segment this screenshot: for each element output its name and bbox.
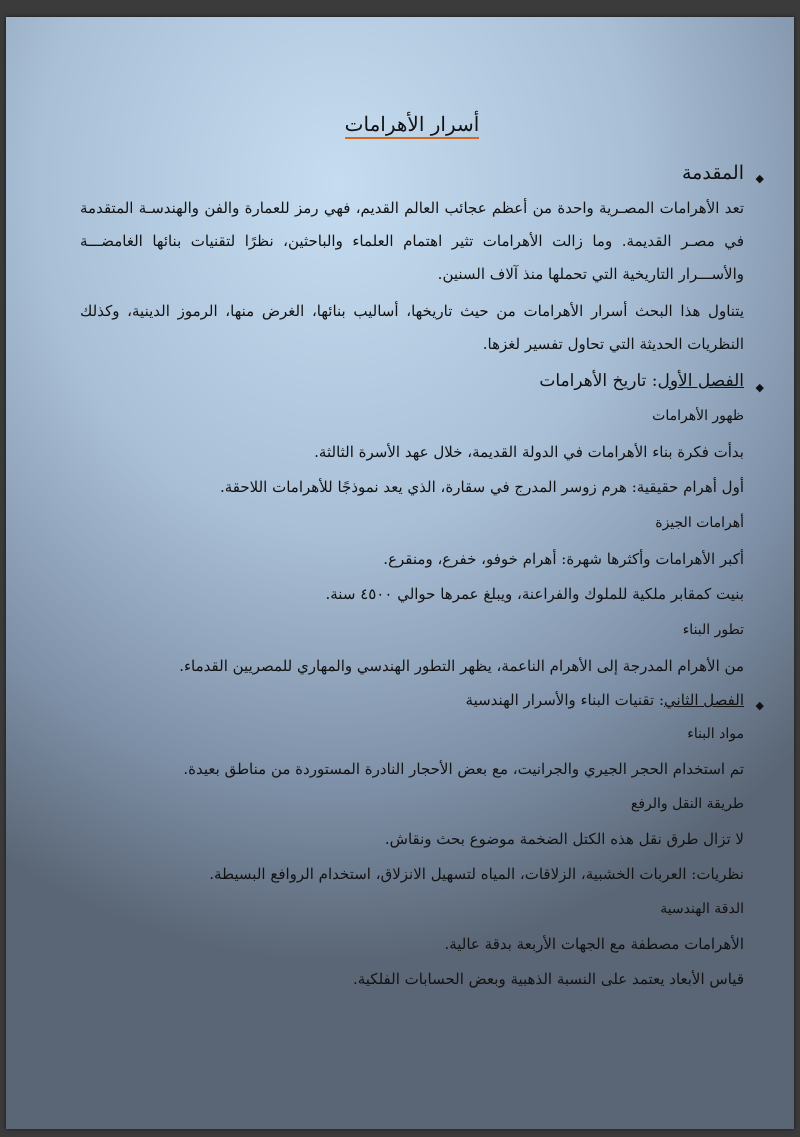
section-title: مواد البناء	[687, 726, 744, 742]
chapter-1-heading: ◆ الفصل الأول: تاريخ الأهرامات	[539, 371, 764, 394]
section-title: تطور البناء	[682, 622, 744, 638]
intro-paragraph: يتناول هذا البحث أسرار الأهرامات من حيث تاريخها، أساليب بنائها، الغرض منها، الرموز الدينية، وكذلك النظريات الحديثة التي تحاول تفسير لغزها.	[80, 302, 744, 353]
section-title: طريقة النقل والرفع	[630, 796, 744, 812]
section-line: من الأهرام المدرجة إلى الأهرام الناعمة، يظهر التطور الهندسي والمهاري للمصريين القدماء.	[179, 657, 744, 675]
diamond-bullet-icon: ◆	[755, 699, 764, 712]
document-page[interactable]	[6, 17, 794, 1129]
section-title: ظهور الأهرامات	[652, 408, 744, 424]
section-line: أول أهرام حقيقية: هرم زوسر المدرج في سقارة، الذي يعد نموذجًا للأهرامات اللاحقة.	[219, 478, 744, 496]
intro-heading: ◆ المقدمة	[681, 162, 764, 185]
page-content	[80, 112, 764, 989]
document-title: أسرار الأهرامات	[80, 112, 744, 136]
section-title: أهرامات الجيزة	[655, 515, 744, 531]
section-line: نظريات: العربات الخشبية، الزلاقات، المياه لتسهيل الانزلاق، استخدام الروافع البسيطة.	[209, 865, 744, 883]
intro-paragraph: تعد الأهرامات المصـرية واحدة من أعظم عجائب العالم القديم، فهي رمز للعمارة والفن والهندسـة المتقدمة في مصـر القديمة. وما زالت الأهرامات تثير اهتمام العلماء والباحثين، نظرًا لتقنيات بنائها الغامضـــة والأســـرار التاريخية التي تحملها منذ آلاف السنين.	[80, 199, 744, 283]
diamond-bullet-icon: ◆	[755, 172, 764, 185]
diamond-bullet-icon: ◆	[755, 381, 764, 394]
section-line: تم استخدام الحجر الجيري والجرانيت، مع بعض الأحجار النادرة المستوردة من مناطق بعيدة.	[183, 760, 744, 778]
section-line: الأهرامات مصطفة مع الجهات الأربعة بدقة عالية.	[444, 935, 744, 953]
section-line: قياس الأبعاد يعتمد على النسبة الذهبية وبعض الحسابات الفلكية.	[352, 970, 744, 988]
chapter-2-heading: ◆ الفصل الثاني: تقنيات البناء والأسرار الهندسية	[465, 691, 764, 712]
section-line: أكبر الأهرامات وأكثرها شهرة: أهرام خوفو، خفرع، ومنقرع.	[383, 550, 744, 568]
section-title: الدقة الهندسية	[660, 901, 744, 917]
section-line: لا تزال طرق نقل هذه الكتل الضخمة موضوع بحث ونقاش.	[384, 830, 744, 848]
section-line: بنيت كمقابر ملكية للملوك والفراعنة، ويبلغ عمرها حوالي ٤٥٠٠ سنة.	[325, 585, 744, 603]
section-line: بدأت فكرة بناء الأهرامات في الدولة القديمة، خلال عهد الأسرة الثالثة.	[314, 443, 744, 461]
